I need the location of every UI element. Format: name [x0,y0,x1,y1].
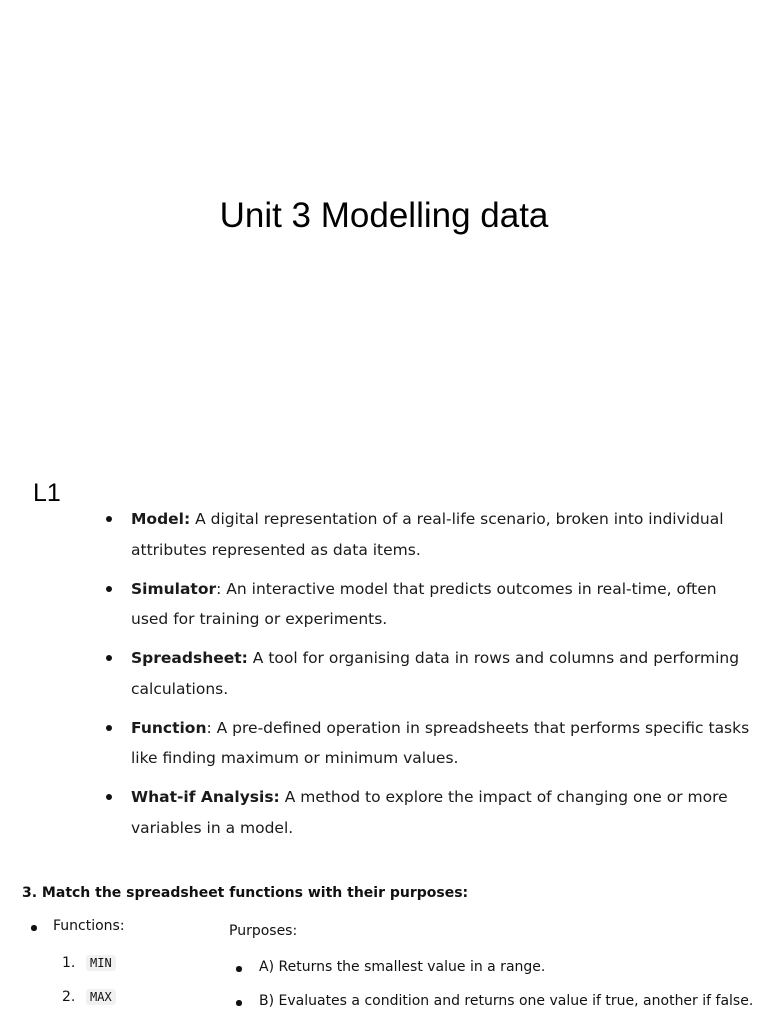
function-item [62,989,116,1005]
definition-term: Spreadsheet: [131,649,248,667]
function-number: 1. [62,955,76,971]
definitions-list [104,504,754,852]
definition-term: Simulator [131,579,217,598]
purposes-label: Purposes: [229,923,298,939]
lesson-label: L1 [33,479,61,507]
definition-term: Model: [131,510,191,528]
definition-text: A method to explore the impact of changing one or more variables in a model. [131,788,728,837]
question-heading: 3. Match the spreadsheet functions with their purposes: [22,885,469,901]
function-code: MAX [86,989,116,1005]
purpose-item: A) Returns the smallest value in a range. [236,959,545,975]
definition-text: A digital representation of a real-life scenario, broken into individual attributes represented as data items. [131,510,724,559]
definition-item [104,574,754,635]
definition-item [104,504,754,565]
functions-label: Functions: [31,918,125,934]
function-item [62,955,116,971]
definition-term: What-if Analysis: [131,788,280,806]
function-number: 2. [62,989,76,1005]
purpose-item: B) Evaluates a condition and returns one value if true, another if false. [236,993,753,1009]
function-code: MIN [86,955,116,971]
definition-item [104,782,754,843]
definition-item [104,643,754,704]
definition-item [104,713,754,774]
definition-term: Function [131,718,207,737]
definition-text: A tool for organising data in rows and columns and performing calculations. [131,649,740,698]
definition-text: : An interactive model that predicts outcomes in real-time, often used for training or experiments. [131,579,717,628]
page-title: Unit 3 Modelling data [219,196,549,235]
definition-text: : A pre-defined operation in spreadsheets that performs specific tasks like finding maximum or minimum values. [131,718,750,767]
